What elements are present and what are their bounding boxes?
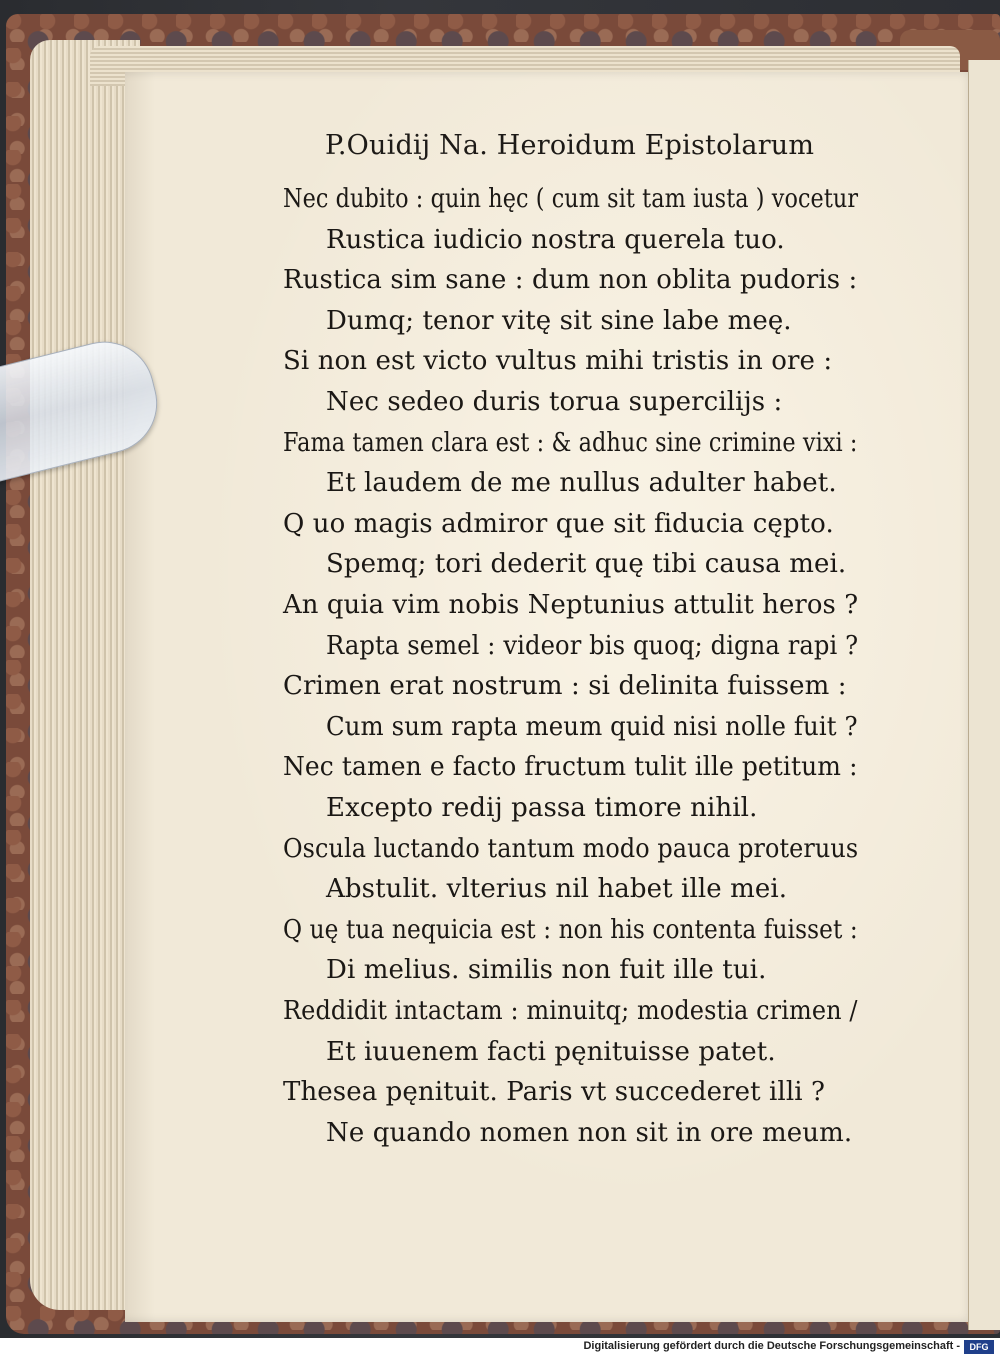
verse-line: Di melius. similis non fuit ille tui. — [326, 955, 767, 985]
verse-line: Rustica iudicio nostra querela tuo. — [326, 225, 785, 255]
verse-line: Oscula luctando tantum modo pauca proteruus — [283, 834, 859, 864]
verse-line: Abstulit. vlterius nil habet ille mei. — [326, 874, 788, 904]
verse-line: Spemq; tori dederit quę tibi causa mei. — [326, 549, 847, 579]
verse-line: Q uo magis admiror que sit fiducia cępto. — [283, 509, 834, 539]
verse-line: Nec sedeo duris torua supercilijs : — [326, 387, 783, 417]
dfg-logo: DFG — [964, 1340, 994, 1354]
verse-line: Si non est victo vultus mihi tristis in ore : — [283, 346, 833, 376]
verse-line: Et laudem de me nullus adulter habet. — [326, 468, 837, 498]
verse-line: Excepto redij passa timore nihil. — [326, 793, 758, 823]
verse-line: An quia vim nobis Neptunius attulit heros ? — [283, 590, 859, 620]
page-edges-left — [30, 40, 140, 1310]
verse-line: Dumq; tenor vitę sit sine labe meę. — [326, 306, 792, 336]
verse-line: Ne quando nomen non sit in ore meum. — [326, 1118, 853, 1148]
verse-line: Fama tamen clara est : & adhuc sine crimine vixi : — [283, 428, 858, 458]
verse-line: Cum sum rapta meum quid nisi nolle fuit ? — [326, 712, 858, 742]
verse-line: Rapta semel : videor bis quoq; digna rapi ? — [326, 631, 859, 661]
running-header: P.Ouidij Na. Heroidum Epistolarum — [325, 130, 815, 161]
verse-line: Q uę tua nequicia est : non his contenta fuisset : — [283, 915, 858, 945]
verse-line: Rustica sim sane : dum non oblita pudoris : — [283, 265, 858, 295]
verse-line: Et iuuenem facti pęnituisse patet. — [326, 1037, 776, 1067]
verse-line: Nec tamen e facto fructum tulit ille petitum : — [283, 752, 858, 782]
verse-line: Reddidit intactam : minuitq; modestia crimen / — [283, 996, 858, 1026]
verse-line: Crimen erat nostrum : si delinita fuissem : — [283, 671, 847, 701]
facing-page-edge — [968, 60, 1000, 1330]
verse-line: Thesea pęnituit. Paris vt succederet illi ? — [283, 1077, 826, 1107]
verse-line: Nec dubito : quin hęc ( cum sit tam iusta ) vocetur — [283, 184, 859, 214]
funding-note: Digitalisierung gefördert durch die Deutsche Forschungsgemeinschaft - — [583, 1340, 960, 1352]
